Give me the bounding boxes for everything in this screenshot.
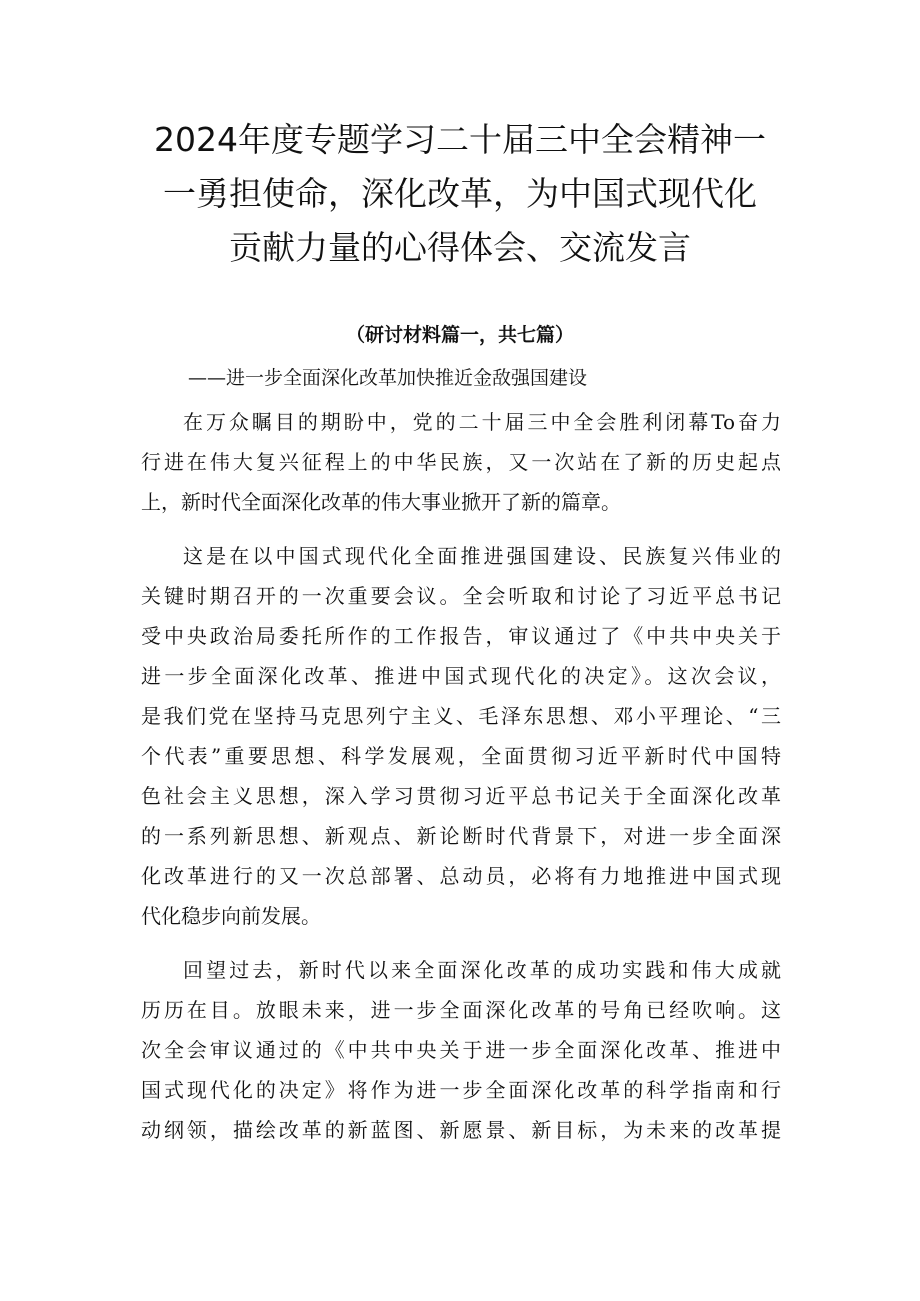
text-line: 在万众瞩目的期盼中，党的二十届三中全会胜利闭幕To奋力	[183, 410, 781, 434]
text-line: 次全会审议通过的《中共中央关于进一步全面深化改革、推进中	[141, 1038, 781, 1062]
text-line: 代化稳步向前发展。	[141, 904, 321, 928]
title-line: 贡献力量的心得体会、交流发言	[229, 228, 691, 267]
document-subtitle: （研讨材料篇一，共七篇）	[345, 324, 574, 346]
paragraph	[141, 402, 781, 522]
text-line: 国式现代化的决定》将作为进一步全面深化改革的科学指南和行	[141, 1078, 781, 1102]
text-line: 动纲领，描绘改革的新蓝图、新愿景、新目标，为未来的改革提	[141, 1118, 781, 1142]
text-line: 的一系列新思想、新观点、新论断时代背景下，对进一步全面深	[141, 824, 781, 848]
text-line: 这是在以中国式现代化全面推进强国建设、民族复兴伟业的	[183, 544, 781, 568]
text-line: 行进在伟大复兴征程上的中华民族，又一次站在了新的历史起点	[141, 450, 781, 474]
text-line: 关键时期召开的一次重要会议。全会听取和讨论了习近平总书记	[141, 584, 781, 608]
text-line: 进一步全面深化改革、推进中国式现代化的决定》。这次会议，	[141, 664, 781, 688]
paragraph	[141, 536, 781, 936]
document-body	[141, 402, 781, 1150]
document-theme-line: ——进一步全面深化改革加快推近金敌强国建设	[188, 367, 588, 389]
document-title	[140, 113, 780, 275]
text-line: 上，新时代全面深化改革的伟大事业掀开了新的篇章。	[141, 490, 621, 514]
title-line: 2024年度专题学习二十届三中全会精神一	[154, 120, 766, 159]
text-line: 个代表”重要思想、科学发展观，全面贯彻习近平新时代中国特	[141, 744, 781, 768]
title-line: 一勇担使命，深化改革，为中国式现代化	[163, 174, 757, 213]
paragraph	[141, 950, 781, 1150]
text-line: 色社会主义思想，深入学习贯彻习近平总书记关于全面深化改革	[141, 784, 781, 808]
text-line: 回望过去，新时代以来全面深化改革的成功实践和伟大成就	[183, 958, 781, 982]
text-line: 是我们党在坚持马克思列宁主义、毛泽东思想、邓小平理论、“三	[141, 704, 781, 728]
text-line: 历历在目。放眼未来，进一步全面深化改革的号角已经吹响。这	[141, 998, 781, 1022]
text-line: 化改革进行的又一次总部署、总动员，必将有力地推进中国式现	[141, 864, 781, 888]
text-line: 受中央政治局委托所作的工作报告，审议通过了《中共中央关于	[141, 624, 781, 648]
